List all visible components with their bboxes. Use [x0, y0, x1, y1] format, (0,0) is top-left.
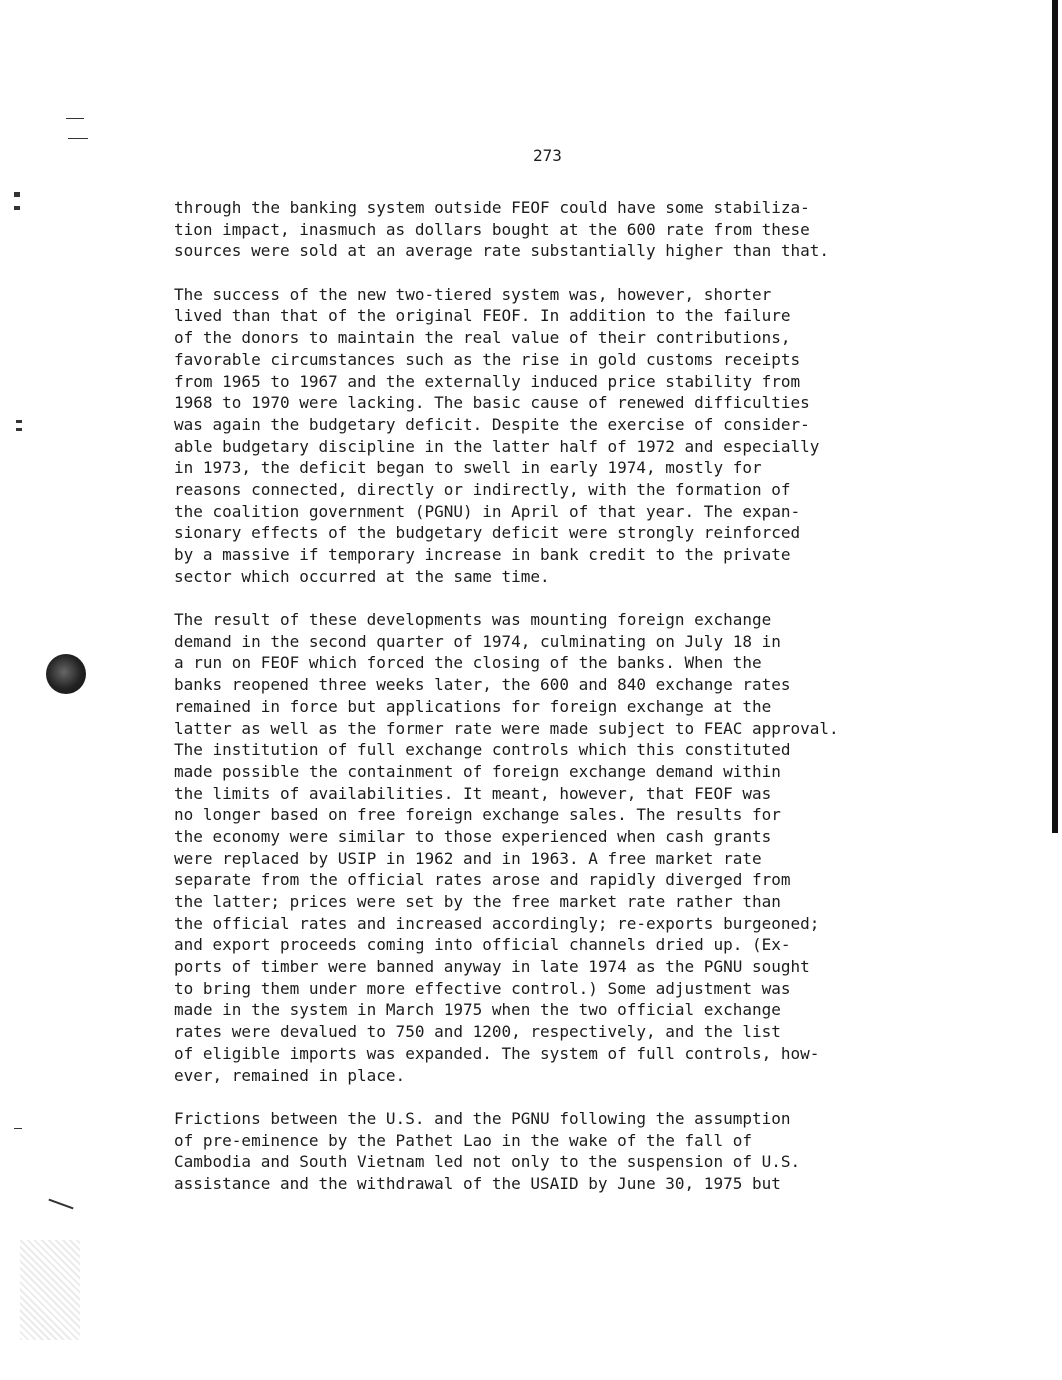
body-text [174, 197, 914, 1216]
paragraph [174, 609, 914, 1086]
text-line: the coalition government (PGNU) in April of that year. The expan- [174, 501, 801, 521]
text-line: The success of the new two-tiered system was, however, shorter [174, 284, 772, 304]
text-line: made possible the containment of foreign exchange demand within [174, 761, 781, 781]
text-line: banks reopened three weeks later, the 600 and 840 exchange rates [174, 675, 791, 695]
text-line: of the donors to maintain the real value of their contributions, [174, 328, 791, 348]
text-line: separate from the official rates arose and rapidly diverged from [174, 870, 791, 890]
text-line: latter as well as the former rate were made subject to FEAC approval. [174, 718, 839, 738]
text-line: reasons connected, directly or indirectly, with the formation of [174, 479, 791, 499]
text-line: demand in the second quarter of 1974, culminating on July 18 in [174, 631, 781, 651]
text-line: of eligible imports was expanded. The system of full controls, how- [174, 1043, 820, 1063]
margin-mark [14, 206, 20, 210]
paragraph [174, 284, 914, 588]
text-line: The result of these developments was mounting foreign exchange [174, 610, 772, 630]
paragraph [174, 197, 914, 262]
margin-mark [66, 118, 84, 119]
margin-mark [48, 1199, 73, 1210]
text-line: was again the budgetary deficit. Despite the exercise of consider- [174, 414, 810, 434]
scan-edge [1052, 0, 1058, 833]
text-line: ever, remained in place. [174, 1065, 406, 1085]
text-line: Frictions between the U.S. and the PGNU following the assumption [174, 1108, 791, 1128]
text-line: sector which occurred at the same time. [174, 566, 550, 586]
text-line: rates were devalued to 750 and 1200, respectively, and the list [174, 1022, 781, 1042]
text-line: of pre-eminence by the Pathet Lao in the wake of the fall of [174, 1130, 752, 1150]
text-line: were replaced by USIP in 1962 and in 1963. A free market rate [174, 848, 762, 868]
text-line: 1968 to 1970 were lacking. The basic cause of renewed difficulties [174, 393, 810, 413]
text-line: the limits of availabilities. It meant, however, that FEOF was [174, 783, 772, 803]
text-line: in 1973, the deficit began to swell in early 1974, mostly for [174, 458, 762, 478]
text-line: assistance and the withdrawal of the USAID by June 30, 1975 but [174, 1173, 781, 1193]
text-line: ports of timber were banned anyway in late 1974 as the PGNU sought [174, 957, 810, 977]
text-line: sionary effects of the budgetary deficit were strongly reinforced [174, 523, 801, 543]
text-line: to bring them under more effective control.) Some adjustment was [174, 978, 791, 998]
stamp-mark [46, 654, 86, 694]
text-line: the official rates and increased accordingly; re-exports burgeoned; [174, 913, 820, 933]
text-line: from 1965 to 1967 and the externally induced price stability from [174, 371, 801, 391]
margin-mark [14, 192, 20, 197]
text-line: through the banking system outside FEOF could have some stabiliza- [174, 198, 810, 217]
text-line: able budgetary discipline in the latter half of 1972 and especially [174, 436, 820, 456]
text-line: lived than that of the original FEOF. In addition to the failure [174, 306, 791, 326]
text-line: Cambodia and South Vietnam led not only to the suspension of U.S. [174, 1152, 801, 1172]
margin-mark [16, 428, 22, 431]
margin-mark [14, 1128, 22, 1129]
text-line: remained in force but applications for foreign exchange at the [174, 696, 772, 716]
text-line: tion impact, inasmuch as dollars bought at the 600 rate from these [174, 219, 810, 239]
text-line: and export proceeds coming into official channels dried up. (Ex- [174, 935, 791, 955]
scan-smudge [20, 1240, 80, 1340]
text-line: the economy were similar to those experienced when cash grants [174, 826, 772, 846]
text-line: favorable circumstances such as the rise in gold customs receipts [174, 349, 801, 369]
text-line: the latter; prices were set by the free market rate rather than [174, 892, 781, 911]
text-line: by a massive if temporary increase in bank credit to the private [174, 545, 791, 564]
text-line: sources were sold at an average rate substantially higher than that. [174, 241, 830, 261]
text-line: The institution of full exchange controls which this constituted [174, 740, 791, 760]
paragraph [174, 1108, 914, 1195]
text-line: made in the system in March 1975 when the two official exchange [174, 1000, 781, 1020]
margin-mark [68, 138, 88, 139]
page-number: 273 [533, 146, 562, 165]
text-line: no longer based on free foreign exchange sales. The results for [174, 805, 781, 825]
text-line: a run on FEOF which forced the closing of the banks. When the [174, 653, 762, 673]
margin-mark [16, 420, 22, 423]
